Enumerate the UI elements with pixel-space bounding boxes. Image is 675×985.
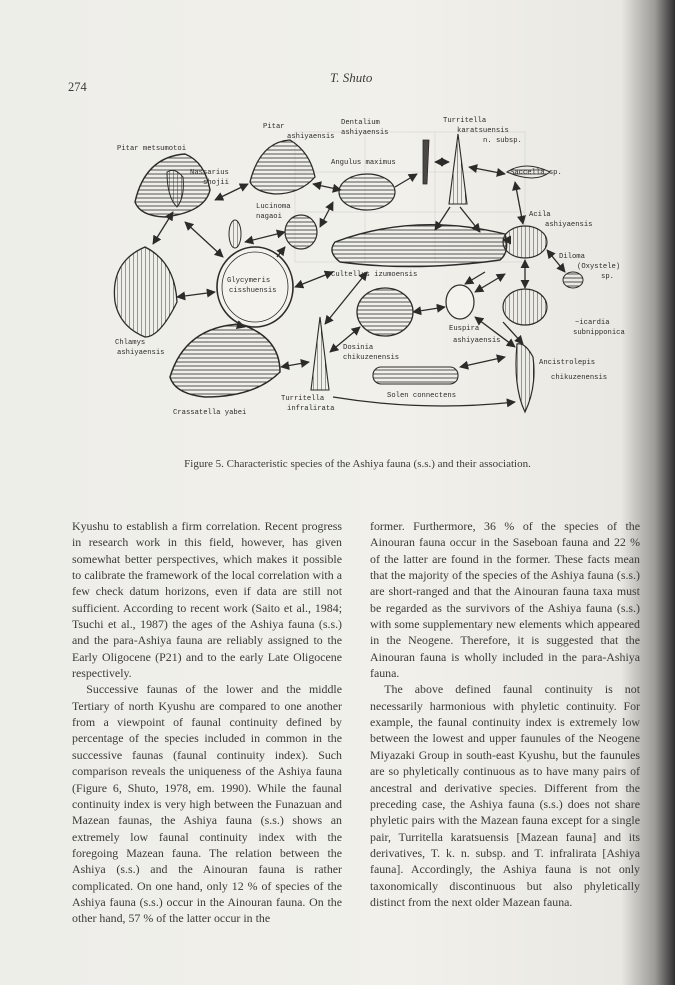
- label-infralirata: infralirata: [287, 405, 335, 413]
- paragraph: Kyushu to establish a firm correlation. Recent progress in research work in this field, however, has given somewhat better perspectives, which makes it possible to calibrate the framework of the local correlation with a few check datum horizons, even if data are still not sufficient. According to recent work (Saito et al., 1984; Tsuchi et al., 1987) the ages of the Ashiya fauna (s.s.) and the para-Ashiya fauna are reliably assigned to the Early Oligocene (P21) and to the early Late Oligocene respectively.: [72, 519, 342, 681]
- right-column: [370, 518, 640, 910]
- pitar-ashiyaensis-shell: [250, 140, 315, 194]
- label-diloma: Diloma: [559, 253, 585, 261]
- label-ancistrolepis-chikuzenensis: chikuzenensis: [551, 374, 608, 382]
- acila-shell: [503, 226, 547, 258]
- label-chlamys: Chlamys: [115, 339, 146, 347]
- label-dosinia: Dosinia: [343, 344, 374, 352]
- label-oxystele: (Oxystele): [577, 263, 621, 271]
- turritella-karatsuensis-shell: [449, 134, 467, 204]
- small-shell: [229, 220, 241, 248]
- label-shojii: shojii: [203, 179, 229, 187]
- label-turritella-k: Turritella: [443, 117, 487, 125]
- label-pitar: Pitar: [263, 123, 285, 131]
- diloma-shell: [563, 272, 583, 288]
- cultellus-shell: [332, 225, 507, 267]
- label-saccella: Saccella sp.: [510, 169, 562, 177]
- label-subnipponica: subnipponica: [573, 329, 625, 337]
- label-acila: Acila: [529, 211, 551, 219]
- angulus-shell: [339, 174, 395, 210]
- solen-shell: [373, 367, 458, 384]
- label-nagaoi: nagaoi: [256, 213, 282, 221]
- turritella-infralirata-shell: [311, 317, 329, 390]
- lucinoma-shell: [285, 215, 317, 249]
- label-glycymeris: Glycymeris: [227, 277, 271, 285]
- label-dosinia-chikuzenensis: chikuzenensis: [343, 354, 400, 362]
- chlamys-shell: [114, 247, 177, 337]
- label-euspira-ashiyaensis: ashiyaensis: [453, 337, 501, 345]
- label-angulus: Angulus maximus: [331, 159, 396, 167]
- label-icardia: ~icardia: [575, 319, 610, 327]
- running-head: T. Shuto: [330, 70, 373, 85]
- label-crassatella: Crassatella yabei: [173, 409, 247, 417]
- species-association-figure: [105, 112, 635, 447]
- ancistrolepis-shell: [516, 344, 534, 412]
- label-dentalium: Dentalium: [341, 119, 380, 127]
- label-n-subsp: n. subsp.: [483, 137, 522, 145]
- paragraph: The above defined faunal continuity is not necessarily harmonious with phyletic continuity. For example, the faunal continuity index is extremely low between the lowest and upper faunules of the Neogene Miyazaki Group in south-east Kyushu, but the faunules are so phyletically continuous as to have many pairs of ancestral and derivative species. Different from the preceding case, the Ashiya fauna (s.s.) does not share phyletic pairs with the Mazean fauna except for a single pair, Turritella karatsuensis [Mazean fauna] and its derivatives, T. k. n. subsp. and T. infralirata [Ashiya fauna]. Accordingly, the Ashiya fauna is not only taxonomically discontinuous but also phyletically distinct from the next older Mazean fauna.: [370, 682, 640, 909]
- crassatella-shell: [170, 324, 280, 397]
- euspira-shell: [446, 285, 474, 319]
- label-nassarius: Nassarius: [190, 169, 229, 177]
- dentalium-shell: [423, 140, 429, 184]
- label-lucinoma: Lucinoma: [256, 203, 291, 211]
- dosinia-shell: [357, 288, 413, 336]
- paragraph: Successive faunas of the lower and the middle Tertiary of north Kyushu are compared to one another from a viewpoint of faunal continuity defined by percentage of the species included in common in the successive faunas (faunal continuity index). Such comparison reveals the uniqueness of the Ashiya fauna (Figure 6, Shuto, 1978, em. 1990). While the faunal continuity index is very high between the Funazuan and Mazean faunas, the Ashiya fauna (s.s.) shows an extremely low faunal continuity index with the foregoing Mazean fauna. The relation between the Ashiya (s.s.) and the Ainouran fauna is rather complicated. On one hand, only 12 % of species of the Ashiya fauna (s.s.) occur in the Ainouran fauna. On the other hand, 57 % of the latter occur in the: [72, 682, 342, 926]
- figure-caption: Figure 5. Characteristic species of the Ashiya fauna (s.s.) and their association.: [184, 458, 531, 470]
- label-turritella-i: Turritella: [281, 395, 325, 403]
- label-ancistrolepis: Ancistrolepis: [539, 359, 596, 367]
- label-cisshuensis: cisshuensis: [229, 287, 277, 295]
- cardia-shell: [503, 289, 547, 325]
- paragraph: former. Furthermore, 36 % of the species of the Ainouran fauna occur in the Saseboan fauna and 22 % of the latter are found in the former. These facts mean that the majority of the species of the Ashiya fauna (s.s.) are short-ranged and that the Ainouran fauna taxa must be regarded as the survivors of the Ashiya fauna (s.s.) with some supplementary new elements which appeared in the Neogene. Therefore, it is suggested that the Ainouran fauna is wholly included in the para-Ashiya fauna.: [370, 519, 640, 681]
- page-number: 274: [68, 80, 87, 94]
- left-column: [72, 518, 342, 927]
- label-pitar-metsumotoi: Pitar metsumotoi: [117, 145, 187, 153]
- label-solen: Solen connectens: [387, 392, 457, 400]
- label-euspira: Euspira: [449, 325, 480, 333]
- label-diloma-sp: sp.: [601, 273, 614, 281]
- label-cultellus: Cultellus izumoensis: [331, 271, 418, 279]
- label-karatsuensis: karatsuensis: [457, 127, 509, 135]
- label-dentalium-ashiyaensis: ashiyaensis: [341, 129, 389, 137]
- label-pitar-ashiyaensis: ashiyaensis: [287, 133, 335, 141]
- label-chlamys-ashiyaensis: ashiyaensis: [117, 349, 165, 357]
- label-acila-ashiyaensis: ashiyaensis: [545, 221, 593, 229]
